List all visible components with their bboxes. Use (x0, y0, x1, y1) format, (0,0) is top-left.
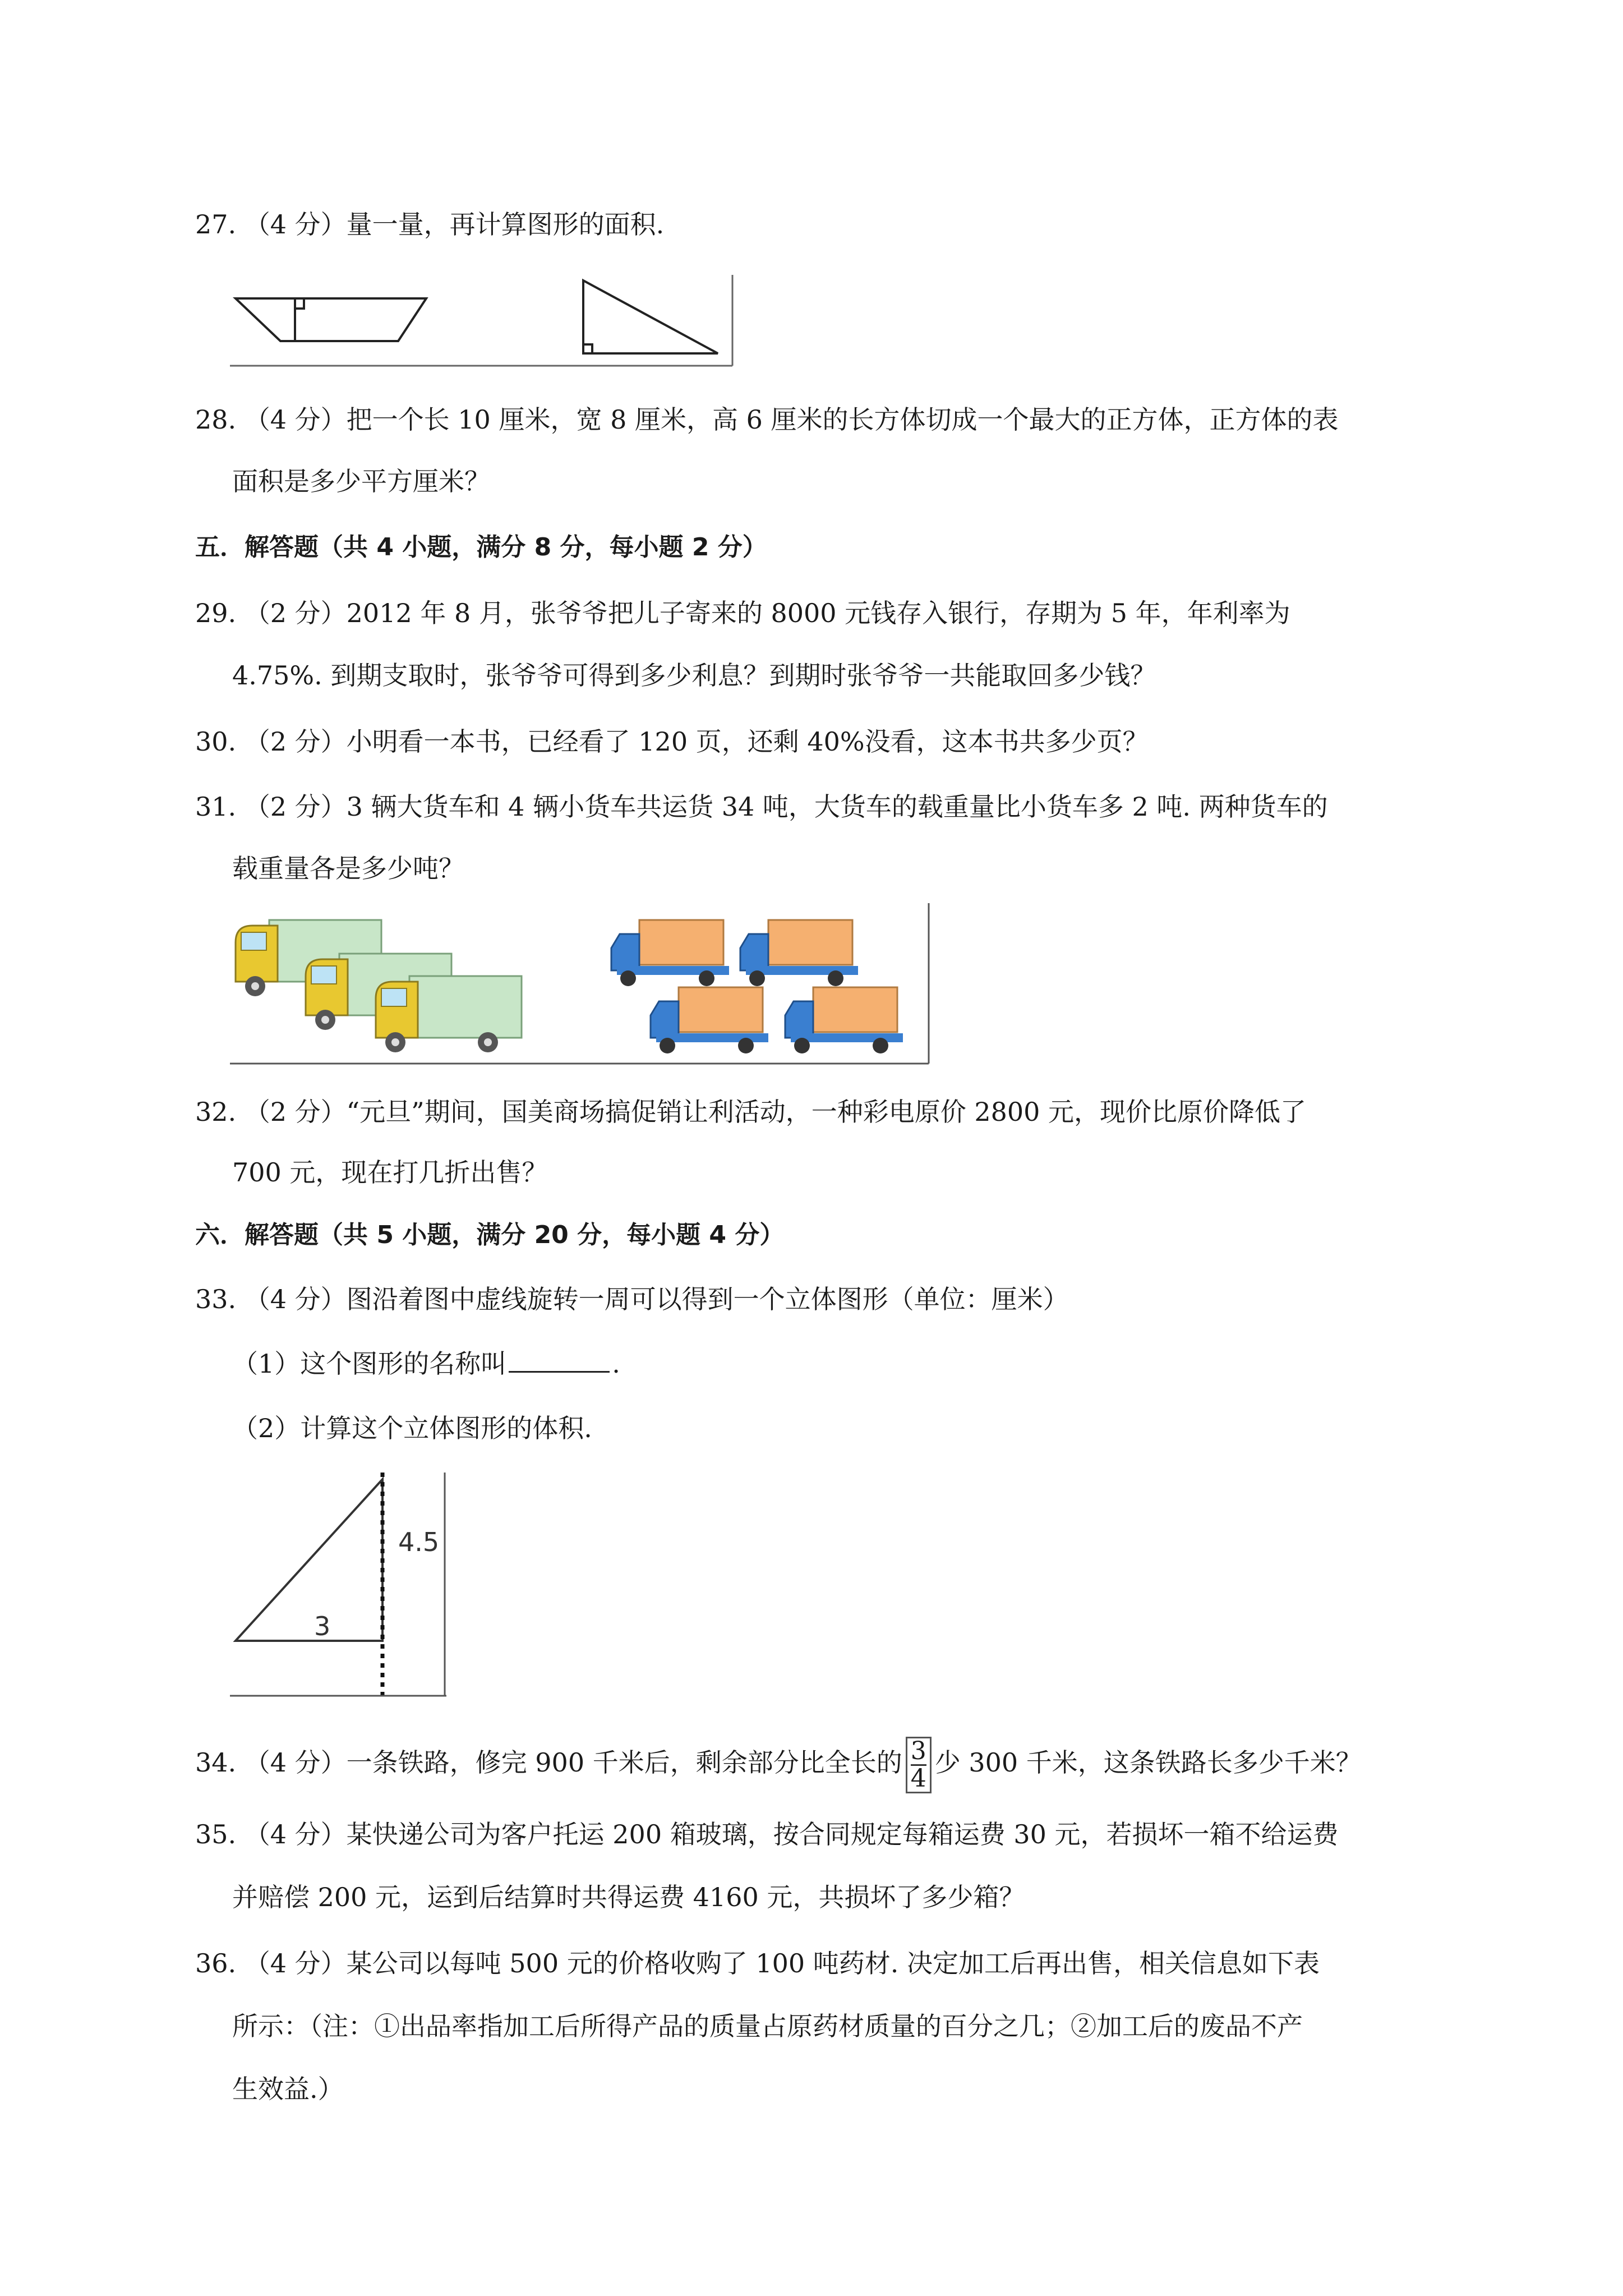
q28-line1: 28. （4 分）把一个长 10 厘米，宽 8 厘米，高 6 厘米的长方体切成一个最大的正方体，正方体的表 (195, 404, 1339, 435)
q34-after: 少 300 千米，这条铁路长多少千米？ (934, 1747, 1362, 1778)
q35-line2: 并赔偿 200 元，运到后结算时共得运费 4160 元，共损坏了多少箱？ (232, 1882, 1025, 1912)
fraction (906, 1737, 932, 1793)
q33-sub1-end: . (612, 1349, 620, 1379)
q31-line2: 载重量各是多少吨？ (232, 853, 464, 884)
small-truck (740, 920, 858, 986)
height-label: 4.5 (398, 1527, 440, 1557)
section5-heading: 五．解答题（共 4 小题，满分 8 分，每小题 2 分） (195, 533, 767, 562)
answer-blank[interactable] (509, 1346, 610, 1373)
q33-sub2: （2）计算这个立体图形的体积. (232, 1413, 592, 1443)
small-truck (785, 987, 903, 1053)
q34-before: 34. （4 分）一条铁路，修完 900 千米后，剩余部分比全长的 (195, 1747, 902, 1778)
q36-line1: 36. （4 分）某公司以每吨 500 元的价格收购了 100 吨药材. 决定加工后再出售，相关信息如下表 (195, 1948, 1320, 1978)
q29-line2: 4.75%. 到期支取时，张爷爷可得到多少利息？到期时张爷爷一共能取回多少钱？ (232, 660, 1156, 691)
q33-sub1 (232, 1346, 620, 1381)
q35-line1: 35. （4 分）某快递公司为客户托运 200 箱玻璃，按合同规定每箱运费 30 元，若损坏一箱不给运费 (195, 1819, 1339, 1849)
q34-text (195, 1734, 1362, 1793)
q31-line1: 31. （2 分）3 辆大货车和 4 辆小货车共运货 34 吨，大货车的载重量比小货车多 2 吨. 两种货车的 (195, 792, 1328, 822)
q30-text: 30. （2 分）小明看一本书，已经看了 120 页，还剩 40%没看，这本书共多少页？ (195, 726, 1149, 757)
big-truck (376, 976, 522, 1052)
small-truck (611, 920, 729, 986)
q32-line1: 32. （2 分）“元旦”期间，国美商场搞促销让利活动，一种彩电原价 2800 元，现价比原价降低了 (195, 1097, 1307, 1127)
q36-line3: 生效益.） (232, 2074, 344, 2104)
q32-line2: 700 元，现在打几折出售？ (232, 1157, 548, 1188)
q36-line2: 所示：（注：①出品率指加工后所得产品的质量占原药材质量的百分之几；②加工后的废品不产 (232, 2011, 1303, 2041)
small-truck (651, 987, 768, 1053)
trapezoid-shape (236, 298, 426, 341)
q33-line1: 33. （4 分）图沿着图中虚线旋转一周可以得到一个立体图形（单位：厘米） (195, 1284, 1069, 1314)
q33-sub1-text: （1）这个图形的名称叫 (232, 1349, 507, 1379)
right-triangle-shape (583, 280, 718, 353)
q27-figure (230, 275, 735, 370)
fraction-denominator: 4 (910, 1764, 926, 1793)
q27-text: 27. （4 分）量一量，再计算图形的面积. (195, 209, 665, 240)
section6-heading: 六．解答题（共 5 小题，满分 20 分，每小题 4 分） (195, 1221, 785, 1249)
fraction-numerator: 3 (910, 1736, 926, 1765)
q31-trucks-figure (230, 903, 931, 1066)
q33-triangle-figure (230, 1473, 449, 1700)
q29-line1: 29. （2 分）2012 年 8 月，张爷爷把儿子寄来的 8000 元钱存入银行，存期为 5 年，年利率为 (195, 598, 1290, 628)
q28-line2: 面积是多少平方厘米？ (232, 466, 490, 496)
base-label: 3 (314, 1611, 331, 1641)
